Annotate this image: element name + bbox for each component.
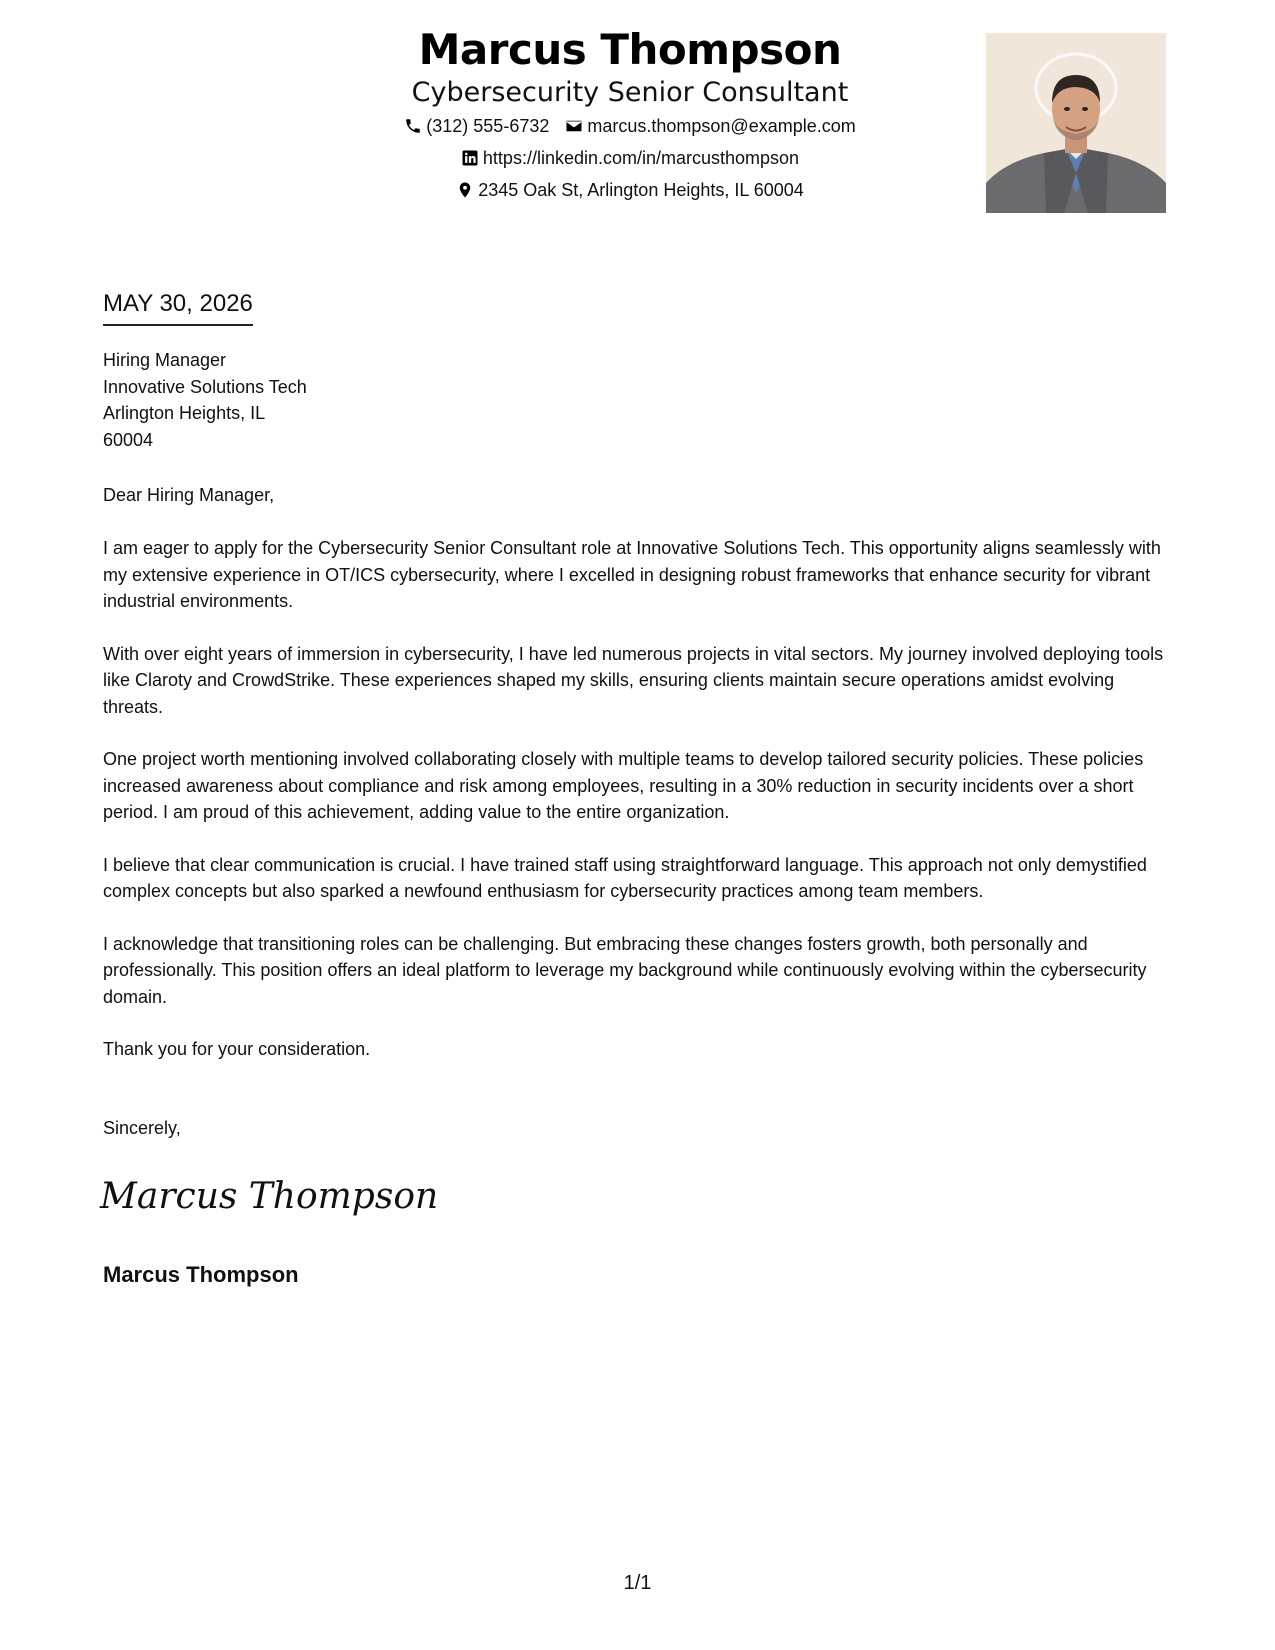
recipient-title: Hiring Manager (103, 350, 227, 370)
address-contact (456, 174, 804, 206)
contact-row-3 (300, 174, 960, 206)
body-paragraph: With over eight years of immersion in cybersecurity, I have led numerous projects in vital sectors. My journey involved deploying tools like Claroty and CrowdStrike. These experiences shaped my skills, ensuring clients maintain secure operations amidst evolving threats. (103, 643, 1164, 717)
map-pin-icon (456, 181, 474, 199)
closing: Sincerely, (103, 1118, 181, 1138)
linkedin-icon (461, 149, 479, 167)
envelope-icon (565, 117, 583, 135)
signature-text: Marcus Thompson (100, 1176, 439, 1217)
phone-contact (404, 110, 549, 142)
applicant-photo (986, 33, 1166, 213)
phone-number: (312) 555-6732 (426, 116, 550, 136)
body-paragraph: I am eager to apply for the Cybersecurity Senior Consultant role at Innovative Solutions Tech. This opportunity aligns seamlessly with my extensive experience in OT/ICS cybersecurity, where I excelled in designing robust frameworks that enhance security for vibrant industrial environments. (103, 538, 1161, 611)
recipient-company: Innovative Solutions Tech (103, 376, 307, 397)
letter-header (0, 0, 1275, 220)
linkedin-contact[interactable] (461, 142, 799, 174)
page-number: 1/1 (623, 1572, 652, 1594)
contact-row-1 (300, 110, 960, 142)
header-contact-block (300, 24, 960, 206)
handwritten-signature (100, 1172, 439, 1222)
salutation: Dear Hiring Manager, (103, 485, 275, 505)
recipient-block (103, 347, 307, 453)
body-paragraph: I acknowledge that transitioning roles can be challenging. But embracing these changes fosters growth, both personally and professionally. This position offers an ideal platform to leverage my background while continuously evolving within the cybersecurity domain. (103, 933, 1147, 1007)
street-address: 2345 Oak St, Arlington Heights, IL 60004 (478, 180, 804, 200)
phone-icon (404, 117, 422, 135)
applicant-name: Marcus Thompson (418, 25, 842, 74)
signed-name: Marcus Thompson (103, 1262, 299, 1287)
letter-date: MAY 30, 2026 (103, 288, 253, 326)
email-contact[interactable] (565, 110, 855, 142)
body-paragraph: Thank you for your consideration. (103, 1039, 371, 1059)
recipient-zip: 60004 (103, 429, 154, 450)
letter-body (103, 535, 1178, 1089)
body-paragraph: One project worth mentioning involved collaborating closely with multiple teams to develop tailored security policies. These policies increased awareness about compliance and risk among employees, resulting in a 30% reduction in security incidents over a short period. I am proud of this achievement, adding value to the entire organization. (103, 749, 1144, 822)
linkedin-url[interactable]: https://linkedin.com/in/marcusthompson (482, 148, 800, 168)
body-paragraph: I believe that clear communication is crucial. I have trained staff using straightforward language. This approach not only demystified complex concepts but also sparked a newfound enthusiasm for cybersecurity practices among team members. (103, 854, 1147, 901)
contact-row-2 (300, 142, 960, 174)
email-address[interactable]: marcus.thompson@example.com (587, 116, 856, 136)
applicant-role: Cybersecurity Senior Consultant (411, 77, 849, 108)
recipient-city: Arlington Heights, IL (103, 403, 266, 423)
